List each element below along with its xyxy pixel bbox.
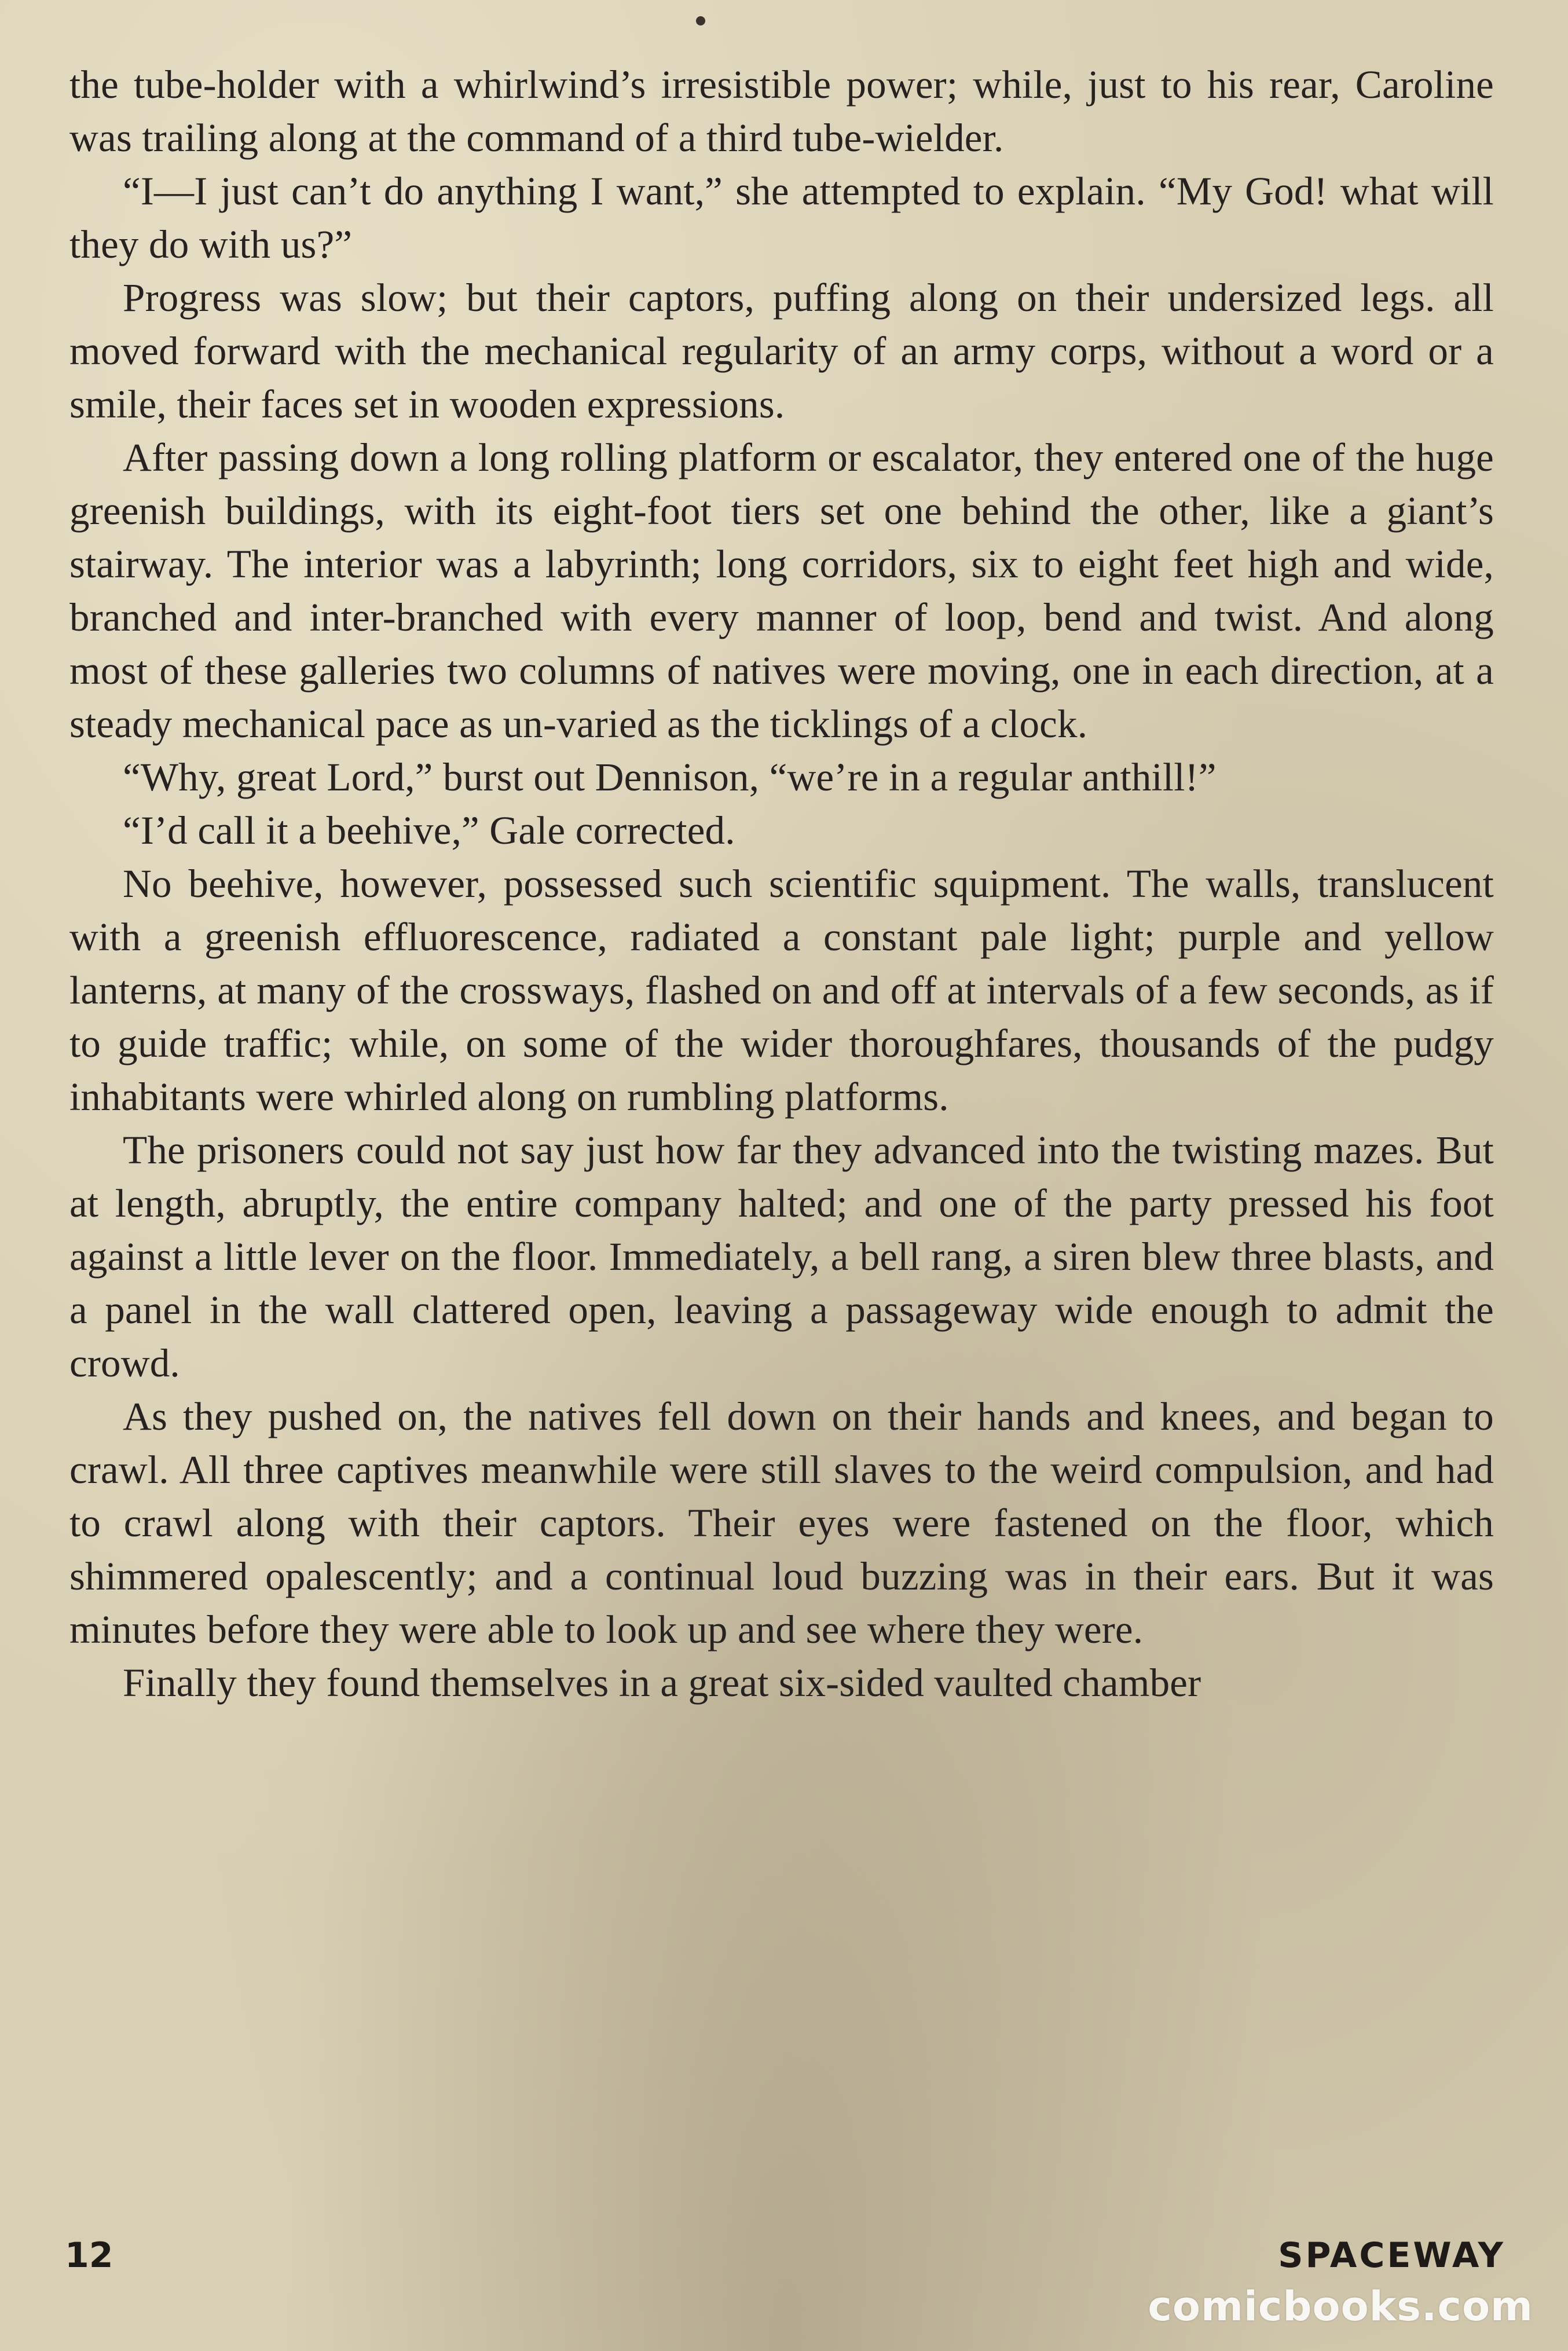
paragraph: As they pushed on, the natives fell down on their hands and knees, and began to crawl. All three captives meanwhile were still slaves to the weird compulsion, and had to crawl along with their captors. Their eyes were fastened on the floor, which shimmered opalescently; and a continual loud buzzing was in their ears. But it was minutes before they were able to look up and see where they were. xyxy=(69,1394,1494,1651)
print-mark xyxy=(696,16,705,25)
story-text xyxy=(69,58,1494,1709)
paragraph: “I—I just can’t do anything I want,” she attempted to explain. “My God! what will they do with us?” xyxy=(69,169,1494,266)
page-footer xyxy=(65,2235,1505,2282)
paragraph: Progress was slow; but their captors, puffing along on their undersized legs. all moved forward with the mechanical regularity of an army corps, without a word or a smile, their faces set in wooden expressions. xyxy=(69,276,1494,426)
paragraph: the tube-holder with a whirlwind’s irresistible power; while, just to his rear, Caroline was trailing along at the command of a third tube-wielder. xyxy=(69,63,1494,160)
paragraph: No beehive, however, possessed such scientific squipment. The walls, translucent with a greenish effluorescence, radiated a constant pale light; purple and yellow lanterns, at many of the crossways, flashed on and off at intervals of a few seconds, as if to guide traffic; while, on some of the wider thoroughfares, thousands of the pudgy inhabitants were whirled along on rumbling platforms. xyxy=(69,862,1494,1119)
watermark: comicbooks.com xyxy=(1148,2283,1533,2330)
paragraph: “Why, great Lord,” burst out Dennison, “we’re in a regular anthill!” xyxy=(123,755,1217,799)
running-head: SPACEWAY xyxy=(1278,2235,1505,2276)
paragraph: The prisoners could not say just how far they advanced into the twisting mazes. But at length, abruptly, the entire company halted; and one of the party pressed his foot against a little lever on the floor. Immediately, a bell rang, a siren blew three blasts, and a panel in the wall clattered open, leaving a passageway wide enough to admit the crowd. xyxy=(69,1128,1494,1385)
paragraph: Finally they found themselves in a great six-sided vaulted chamber xyxy=(123,1661,1201,1705)
page-number: 12 xyxy=(65,2235,113,2276)
paragraph: “I’d call it a beehive,” Gale corrected. xyxy=(123,808,735,852)
paragraph: After passing down a long rolling platform or escalator, they entered one of the huge greenish buildings, with its eight-foot tiers set one behind the other, like a giant’s stairway. The interior was a labyrinth; long corridors, six to eight feet high and wide, branched and inter-branched with every manner of loop, bend and twist. And along most of these galleries two columns of natives were moving, one in each direction, at a steady mechanical pace as un-varied as the ticklings of a clock. xyxy=(69,435,1494,746)
